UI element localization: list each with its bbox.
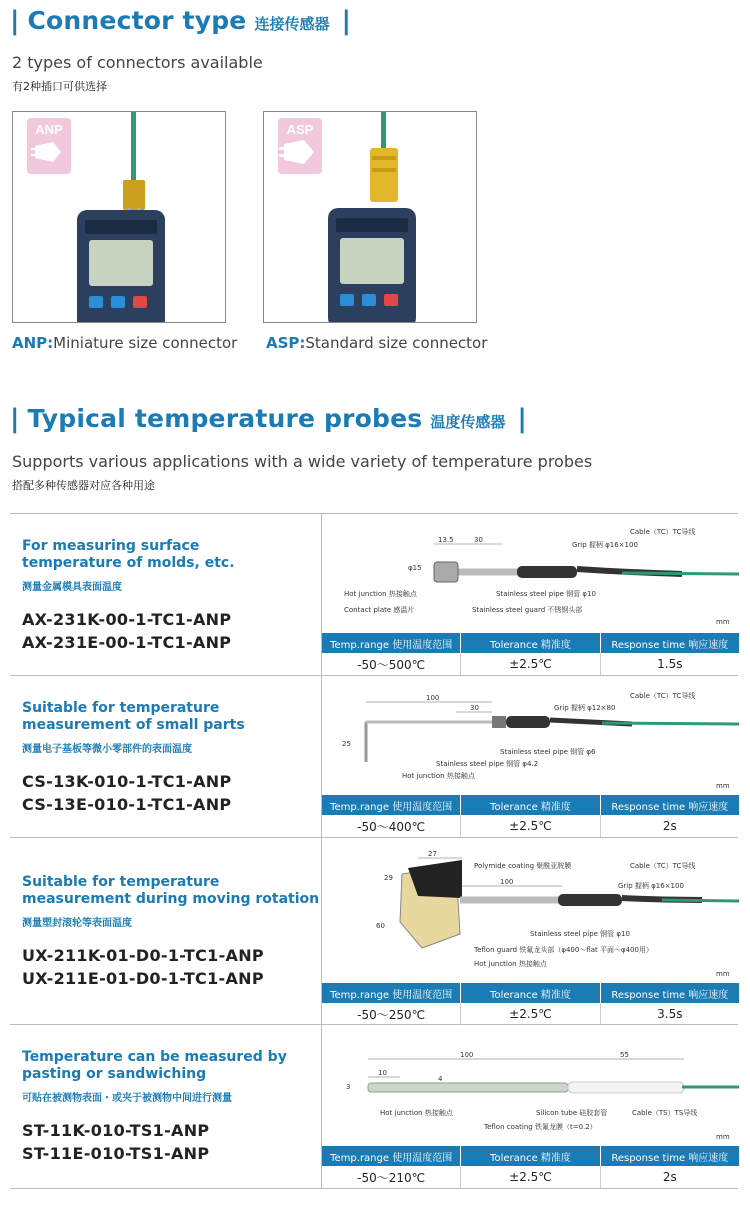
grip-label: Grip 握柄 φ16×100 bbox=[572, 541, 638, 549]
probe-spec bbox=[321, 1025, 738, 1188]
cable-label: Cable（TC）TC导线 bbox=[630, 862, 696, 870]
title-bar-left: | bbox=[10, 6, 20, 36]
desc-line1: Suitable for temperature bbox=[22, 874, 220, 890]
spec-values bbox=[322, 815, 739, 837]
anp-code: ANP bbox=[12, 334, 48, 352]
response-value: 2s bbox=[662, 819, 677, 833]
teflon-label: Teflon guard 铁氟龙头部（φ400～flat 平面～φ400用） bbox=[474, 946, 653, 954]
spec-header-tolerance: Tolerance 精准度 bbox=[461, 795, 600, 815]
dim-label: 3 bbox=[346, 1083, 351, 1091]
unit-label: mm bbox=[716, 618, 730, 626]
dim-label: 55 bbox=[620, 1051, 629, 1059]
response-value: 1.5s bbox=[657, 657, 683, 671]
temp-range-value: -50～500℃ bbox=[322, 653, 461, 675]
pipe-label: Stainless steel pipe 钢管 φ4.2 bbox=[436, 760, 539, 768]
asp-badge-icon bbox=[278, 118, 322, 174]
probe-subtitle-en: Supports various applications with a wide variety of temperature probes bbox=[12, 452, 593, 471]
spec-header-temp: Temp.range 使用温度范围 bbox=[322, 1146, 461, 1166]
probe-section-title bbox=[10, 404, 527, 434]
dim-label: 27 bbox=[428, 850, 437, 858]
model-number: AX-231E-00-1-TC1-ANP bbox=[22, 633, 232, 652]
probe-info bbox=[10, 838, 321, 1024]
probe-diagram bbox=[322, 676, 739, 794]
dim-label: 100 bbox=[426, 694, 440, 702]
asp-code: ASP bbox=[266, 334, 300, 352]
probe-description bbox=[22, 1049, 287, 1083]
connector-title-en: Connector type bbox=[27, 6, 247, 35]
desc-line2: pasting or sandwiching bbox=[22, 1066, 207, 1082]
unit-label: mm bbox=[716, 970, 730, 978]
model-number: UX-211K-01-D0-1-TC1-ANP bbox=[22, 946, 264, 965]
hot-junction-label: Hot junction 热接触点 bbox=[474, 960, 547, 968]
contact-plate-label: Contact plate 感温片 bbox=[344, 606, 415, 614]
probe-description-cn: 测量电子基板等微小零部件的表面温度 bbox=[22, 744, 192, 755]
tolerance-value: ±2.5℃ bbox=[461, 815, 600, 837]
anp-caption bbox=[12, 334, 237, 352]
connector-subtitle-cn: 有2种插口可供选择 bbox=[12, 80, 107, 93]
desc-line2: temperature of molds, etc. bbox=[22, 555, 235, 571]
connector-section-title bbox=[10, 6, 351, 36]
hot-junction-label: Hot junction 热接触点 bbox=[344, 590, 417, 598]
model-number: ST-11E-010-TS1-ANP bbox=[22, 1144, 210, 1163]
spec-header-response: Response time 响应速度 bbox=[611, 989, 729, 1001]
model-number: ST-11K-010-TS1-ANP bbox=[22, 1121, 210, 1140]
probe-spec bbox=[321, 838, 738, 1024]
connector-subtitle-en: 2 types of connectors available bbox=[12, 53, 263, 72]
probe-row bbox=[10, 676, 738, 838]
spec-header-temp: Temp.range 使用温度范围 bbox=[322, 795, 461, 815]
unit-label: mm bbox=[716, 1133, 730, 1141]
asp-badge-label: ASP bbox=[286, 122, 314, 137]
cable-label: Cable（TC）TC导线 bbox=[630, 528, 696, 536]
probe-row bbox=[10, 514, 738, 676]
probe-diagram bbox=[322, 1025, 739, 1146]
spec-header-temp: Temp.range 使用温度范围 bbox=[322, 983, 461, 1003]
dim-label: 10 bbox=[378, 1069, 387, 1077]
anp-badge-icon bbox=[27, 118, 71, 174]
asp-caption bbox=[266, 334, 487, 352]
unit-label: mm bbox=[716, 782, 730, 790]
spec-header-tolerance: Tolerance 精准度 bbox=[461, 633, 600, 653]
model-number: UX-211E-01-D0-1-TC1-ANP bbox=[22, 969, 264, 988]
grip-label: Grip 握柄 φ16×100 bbox=[618, 882, 684, 890]
temp-range-value: -50～250℃ bbox=[322, 1003, 461, 1025]
probe-title-cn: 温度传感器 bbox=[430, 413, 506, 431]
probe-info bbox=[10, 514, 321, 675]
probe-info bbox=[10, 676, 321, 837]
response-value: 2s bbox=[662, 1170, 677, 1184]
desc-line2: measurement of small parts bbox=[22, 717, 245, 733]
tolerance-value: ±2.5℃ bbox=[461, 1166, 600, 1188]
model-number: CS-13E-010-1-TC1-ANP bbox=[22, 795, 232, 814]
spec-header-response: Response time 响应速度 bbox=[611, 801, 729, 813]
pipe-label: Stainless steel pipe 钢管 φ10 bbox=[496, 590, 596, 598]
dim-label: 30 bbox=[470, 704, 479, 712]
spec-header bbox=[322, 1146, 739, 1166]
grip-label: Grip 握柄 φ12×80 bbox=[554, 704, 616, 712]
probe-table bbox=[10, 513, 738, 1189]
spec-header-response: Response time 响应速度 bbox=[611, 639, 729, 651]
coating-label: Polymide coating 聚酰亚胺膜 bbox=[474, 862, 572, 870]
probe-description-cn: 测量塑封滚轮等表面温度 bbox=[22, 918, 132, 929]
title-bar-right: | bbox=[341, 6, 351, 36]
response-value: 3.5s bbox=[657, 1007, 683, 1021]
cable-label: Cable（TC）TC导线 bbox=[630, 692, 696, 700]
asp-label: Standard size connector bbox=[305, 334, 488, 352]
desc-line1: Temperature can be measured by bbox=[22, 1049, 287, 1065]
dim-label: 100 bbox=[460, 1051, 474, 1059]
probe-spec bbox=[321, 514, 738, 675]
dim-label: 30 bbox=[474, 536, 483, 544]
desc-line1: Suitable for temperature bbox=[22, 700, 220, 716]
dim-label: 100 bbox=[500, 878, 514, 886]
spec-values bbox=[322, 653, 739, 675]
silicon-label: Silicon tube 硅胶套管 bbox=[536, 1109, 608, 1117]
probe-diagram bbox=[322, 514, 739, 632]
model-number: AX-231K-00-1-TC1-ANP bbox=[22, 610, 232, 629]
dim-label: 25 bbox=[342, 740, 351, 748]
probe-diagram bbox=[322, 838, 739, 983]
probe-description bbox=[22, 538, 235, 572]
hot-junction-label: Hot junction 热接触点 bbox=[380, 1109, 453, 1117]
dim-label: 13.5 bbox=[438, 536, 454, 544]
tolerance-value: ±2.5℃ bbox=[461, 1003, 600, 1025]
guard-label: Stainless steel guard 不锈钢头部 bbox=[472, 606, 583, 614]
cable-label: Cable（TS）TS导线 bbox=[632, 1109, 698, 1117]
probe-description bbox=[22, 700, 245, 734]
desc-line2: measurement during moving rotation bbox=[22, 891, 320, 907]
connector-title-cn: 连接传感器 bbox=[254, 15, 330, 33]
spec-header bbox=[322, 633, 739, 653]
anp-label: Miniature size connector bbox=[53, 334, 238, 352]
spec-header bbox=[322, 983, 739, 1003]
pipe-label: Stainless steel pipe 钢管 φ10 bbox=[530, 930, 630, 938]
spec-header bbox=[322, 795, 739, 815]
probe-description bbox=[22, 874, 319, 908]
tolerance-value: ±2.5℃ bbox=[461, 653, 600, 675]
anp-badge-label: ANP bbox=[35, 122, 63, 137]
title-bar-right: | bbox=[517, 404, 527, 434]
hot-junction-label: Hot junction 热接触点 bbox=[402, 772, 475, 780]
temp-range-value: -50～400℃ bbox=[322, 815, 461, 837]
temp-range-value: -50～210℃ bbox=[322, 1166, 461, 1188]
probe-description-cn: 可贴在被测物表面・或夹于被测物中间进行测量 bbox=[22, 1093, 232, 1104]
dim-label: 60 bbox=[376, 922, 385, 930]
probe-spec bbox=[321, 676, 738, 837]
probe-description-cn: 测量金属模具表面温度 bbox=[22, 582, 122, 593]
probe-title-en: Typical temperature probes bbox=[27, 404, 423, 433]
anp-connector-image bbox=[12, 111, 226, 323]
dim-label: 4 bbox=[438, 1075, 443, 1083]
asp-connector-image bbox=[263, 111, 477, 323]
dim-label: φ15 bbox=[408, 564, 422, 572]
asp-sep: : bbox=[299, 334, 306, 352]
pipe-label: Stainless steel pipe 钢管 φ6 bbox=[500, 748, 596, 756]
spec-header-response: Response time 响应速度 bbox=[611, 1152, 729, 1164]
dim-label: 29 bbox=[384, 874, 393, 882]
probe-info bbox=[10, 1025, 321, 1188]
title-bar-left: | bbox=[10, 404, 20, 434]
spec-header-temp: Temp.range 使用温度范围 bbox=[322, 633, 461, 653]
anp-sep: : bbox=[47, 334, 54, 352]
desc-line1: For measuring surface bbox=[22, 538, 200, 554]
probe-subtitle-cn: 搭配多种传感器对应各种用途 bbox=[12, 479, 155, 492]
spec-header-tolerance: Tolerance 精准度 bbox=[461, 1146, 600, 1166]
probe-row bbox=[10, 1025, 738, 1189]
spec-header-tolerance: Tolerance 精准度 bbox=[461, 983, 600, 1003]
model-number: CS-13K-010-1-TC1-ANP bbox=[22, 772, 232, 791]
spec-values bbox=[322, 1166, 739, 1188]
spec-values bbox=[322, 1003, 739, 1025]
probe-row bbox=[10, 838, 738, 1025]
teflon-label: Teflon coating 铁氟龙膜（t=0.2） bbox=[484, 1123, 597, 1131]
